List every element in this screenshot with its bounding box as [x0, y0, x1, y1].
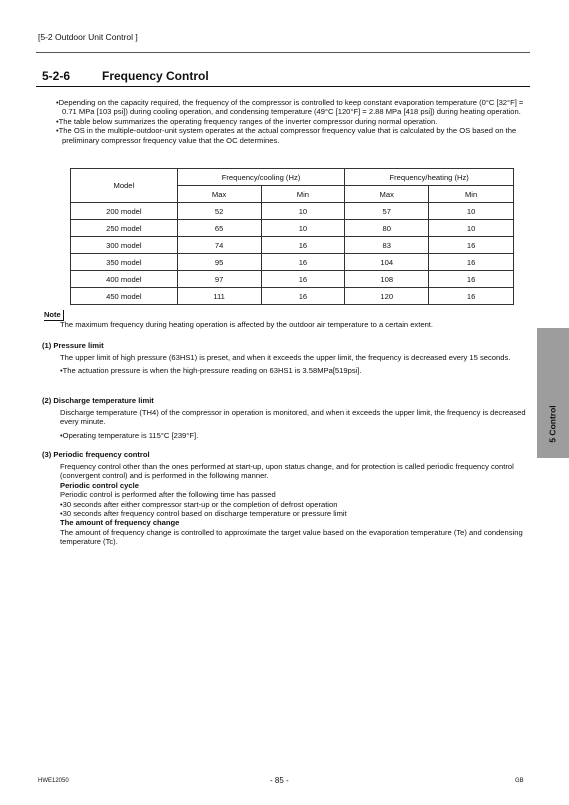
cell-cool-max: 52 [177, 203, 261, 220]
cell-cool-min: 10 [261, 220, 345, 237]
pressure-limit-body [60, 353, 528, 376]
header-section-label: [5-2 Outdoor Unit Control ] [38, 32, 138, 42]
table-row [71, 271, 514, 288]
cell-heat-min: 16 [429, 288, 514, 305]
table-header-cooling: Frequency/cooling (Hz) [177, 169, 345, 186]
pressure-limit-bullet: •The actuation pressure is when the high-pressure reading on 63HS1 is 3.58MPa[519psi]. [60, 366, 362, 376]
periodic-cycle-bullet: •30 seconds after either compressor start-up or the completion of defrost operation [60, 499, 338, 509]
periodic-text: Frequency control other than the ones performed at start-up, upon status change, and for protection is called periodic frequency control (convergent control) and is performed in the following manner. [60, 462, 514, 481]
table-header-heating-min: Min [429, 186, 514, 203]
table-header-cooling-max: Max [177, 186, 261, 203]
periodic-title: (3) Periodic frequency control [42, 450, 150, 459]
footer-page-number: - 85 - [270, 776, 289, 785]
periodic-cycle-bullet: •30 seconds after frequency control based on discharge temperature or pressure limit [60, 509, 347, 519]
pressure-limit-text: The upper limit of high pressure (63HS1) is preset, and when it exceeds the upper limit, the frequency is decreased every 15 seconds. [60, 353, 511, 362]
cell-model: 250 model [71, 220, 178, 237]
chapter-side-tab-label: 5 Control [548, 405, 558, 443]
cell-heat-max: 120 [345, 288, 429, 305]
table-row [71, 220, 514, 237]
cell-cool-min: 16 [261, 288, 345, 305]
cell-heat-min: 16 [429, 237, 514, 254]
table-row [71, 254, 514, 271]
cell-model: 350 model [71, 254, 178, 271]
cell-model: 400 model [71, 271, 178, 288]
intro-bullet: •The OS in the multiple-outdoor-unit system operates at the actual compressor frequency value that is calculated by the OS based on the preliminary compressor frequency value that the OC determines. [56, 126, 517, 145]
periodic-cycle-text: Periodic control is performed after the following time has passed [60, 490, 276, 500]
cell-heat-max: 80 [345, 220, 429, 237]
header-divider [36, 52, 530, 53]
cell-cool-min: 16 [261, 271, 345, 288]
cell-model: 200 model [71, 203, 178, 220]
table-row [71, 237, 514, 254]
pressure-limit-title: (1) Pressure limit [42, 341, 104, 350]
periodic-body [60, 462, 528, 547]
cell-heat-max: 57 [345, 203, 429, 220]
table-header-heating: Frequency/heating (Hz) [345, 169, 514, 186]
section-divider [36, 86, 530, 87]
cell-heat-max: 108 [345, 271, 429, 288]
periodic-amount-text: The amount of frequency change is controlled to approximate the target value based on the evaporation temperature (Te) and condensing temperature (Tc). [60, 527, 523, 547]
cell-cool-min: 16 [261, 254, 345, 271]
cell-cool-min: 16 [261, 237, 345, 254]
section-heading [42, 69, 209, 83]
discharge-limit-body [60, 408, 528, 440]
footer-doc-code: HWE12050 [38, 778, 69, 784]
table-row [71, 288, 514, 305]
table-header-heating-max: Max [345, 186, 429, 203]
table-header-model: Model [71, 169, 178, 203]
note-label: Note [44, 310, 64, 321]
intro-bullet: •Depending on the capacity required, the frequency of the compressor is controlled to keep constant evaporation temperature (0°C [32°F] = 0.71 MPa [103 psi]) during cooling operation, and condensing temperature (49°C [120°F] = 2.88 MPa [418 psi]) during heating operation. [56, 98, 524, 117]
cell-cool-max: 97 [177, 271, 261, 288]
cell-model: 450 model [71, 288, 178, 305]
cell-heat-min: 10 [429, 220, 514, 237]
cell-model: 300 model [71, 237, 178, 254]
cell-heat-max: 104 [345, 254, 429, 271]
table-header-cooling-min: Min [261, 186, 345, 203]
discharge-limit-title: (2) Discharge temperature limit [42, 396, 154, 405]
cell-cool-min: 10 [261, 203, 345, 220]
note-text: The maximum frequency during heating operation is affected by the outdoor air temperature to a certain extent. [60, 320, 434, 329]
periodic-cycle-title: Periodic control cycle [60, 480, 139, 490]
discharge-limit-bullet: •Operating temperature is 115°C [239°F]. [60, 430, 199, 440]
section-number: 5-2-6 [42, 69, 71, 83]
frequency-table [70, 168, 514, 305]
intro-bullet: •The table below summarizes the operating frequency ranges of the inverter compressor during normal operation. [56, 116, 438, 126]
cell-heat-min: 16 [429, 254, 514, 271]
cell-heat-max: 83 [345, 237, 429, 254]
cell-cool-max: 111 [177, 288, 261, 305]
intro-paragraphs [56, 98, 528, 145]
cell-heat-min: 16 [429, 271, 514, 288]
cell-cool-max: 65 [177, 220, 261, 237]
cell-cool-max: 74 [177, 237, 261, 254]
cell-heat-min: 10 [429, 203, 514, 220]
footer-region: GB [515, 778, 524, 784]
periodic-amount-title: The amount of frequency change [60, 518, 180, 528]
discharge-limit-text: Discharge temperature (TH4) of the compressor in operation is monitored, and when it exceeds the upper limit, the frequency is decreased every minute. [60, 408, 526, 427]
table-row [71, 203, 514, 220]
section-title: Frequency Control [102, 69, 209, 83]
chapter-side-tab-label-wrap [538, 394, 568, 454]
cell-cool-max: 95 [177, 254, 261, 271]
